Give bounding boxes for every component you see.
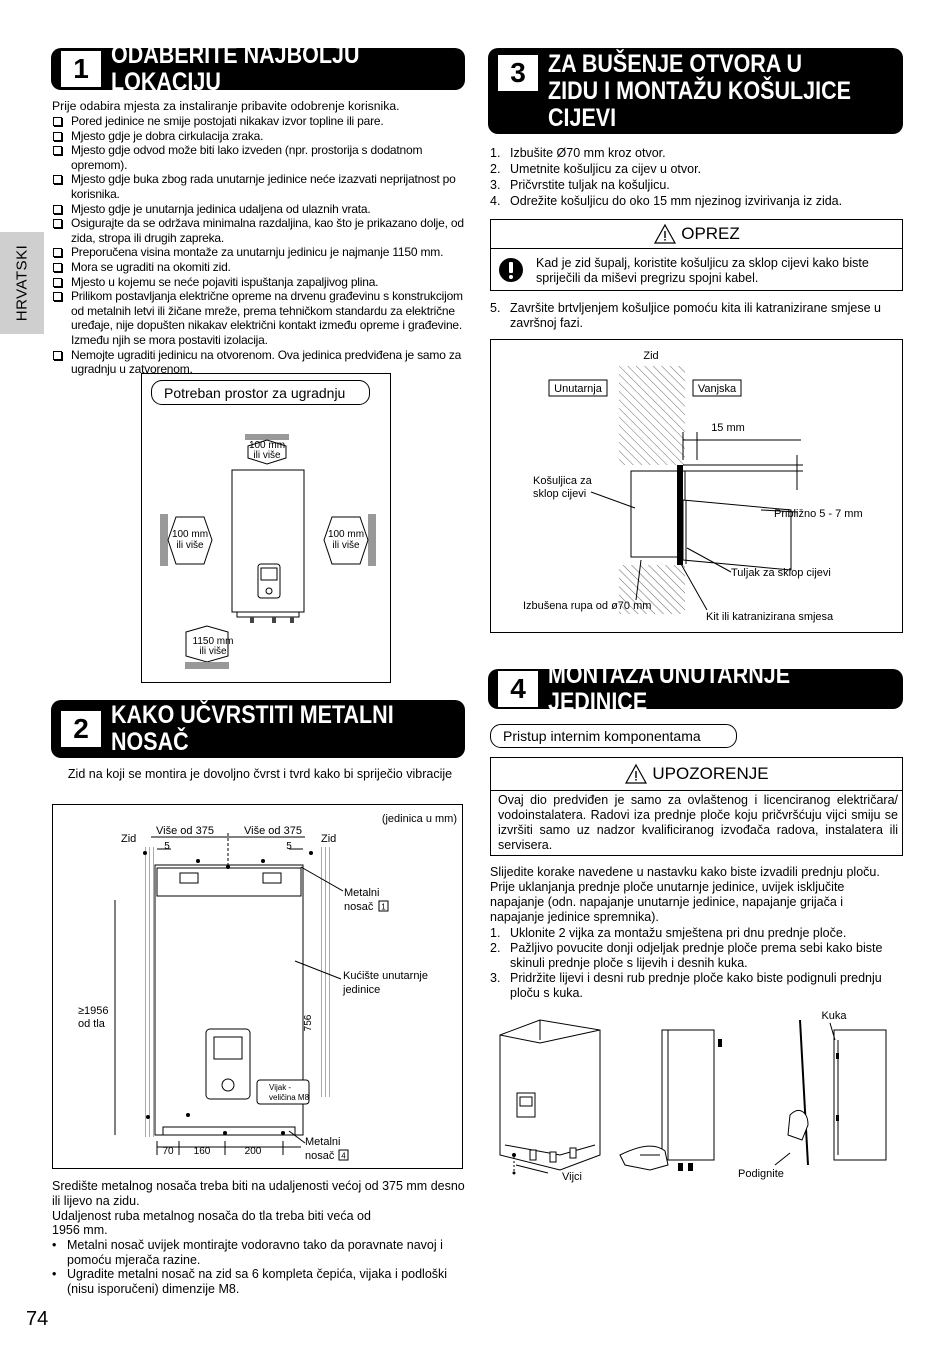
screws-label: Vijci [562, 1171, 582, 1183]
section-2-bullet-2: • Ugradite metalni nosač na zid sa 6 kompleta čepića, vijaka i podloški (nisu isporučeni) dimenzije M8. [52, 1267, 448, 1296]
warning-box [490, 757, 903, 856]
step-item: 1. Izbušite Ø70 mm kroz otvor. [490, 146, 666, 160]
section-4-number: 4 [498, 671, 538, 707]
step-item: 3. Pričvrstite tuljak na košuljicu. [490, 178, 670, 192]
section-3-steps [490, 145, 900, 209]
section-2-number: 2 [61, 711, 101, 747]
cap-label: Tuljak za sklop cijevi [731, 567, 831, 579]
checklist-item: Mjesto gdje je dobra cirkulacija zraka. [52, 129, 466, 144]
section-3-header [488, 48, 903, 134]
wall-left-label: Zid [121, 833, 137, 845]
top-clearance-2: ili više [253, 450, 281, 461]
checklist-item: Osigurajte da se održava minimalna razdaljina, kao što je prikazano dolje, od zida, stropa ili drugih zapreka. [52, 216, 466, 245]
bracket-bottom-num: 4 [341, 1151, 346, 1161]
clearance-diagram [142, 374, 390, 682]
screw-label-1: Vijak - [269, 1083, 292, 1092]
hook-label: Kuka [821, 1010, 847, 1022]
warning-header [491, 758, 902, 791]
height-dimension-label: 756 [303, 1014, 314, 1032]
checklist-item: Mjesto u kojemu se neće pojaviti ispuštanja zapaljivog plina. [52, 275, 466, 290]
left-clearance-1: 100 mm [171, 529, 209, 540]
bracket-bottom-label-2: nosač [305, 1150, 335, 1162]
bottom-clearance-1: 1150 mm [192, 636, 234, 647]
checklist-item: Prilikom postavljanja električne opreme na drvenu građevinu s konstrukcijom od metalnih letvi ili žičane mreže, prema tehničkom standardu za električne uređaje, nije dopušten nikakav električni kontakt između opreme i građevine. Između njih se mora postaviti izolacija. [52, 289, 466, 347]
warning-text: Ovaj dio predviđen je samo za ovlaštenog i licenciranog električara/ vodoinstalatera. Radovi iza prednje ploče koju pričvršćuju vijci smiju se izvršiti samo uz nadzor kvalificiranog izvođača radova, instalatera ili servisera. [498, 793, 898, 852]
section-4-header [488, 661, 903, 716]
top-clearance-1: 100 mm [248, 440, 286, 451]
wall-label: Zid [643, 350, 659, 362]
section-3-step-5 [490, 301, 900, 331]
section-2-para-2a: Udaljenost ruba metalnog nosača do tla treba biti veća od [52, 1209, 371, 1223]
clearance-figure-title: Potreban prostor za ugradnju [151, 380, 370, 405]
step-item: 1. Uklonite 2 vijka za montažu smještena pri dnu prednje ploče. [490, 926, 847, 940]
floor-distance-label-2: od tla [78, 1018, 105, 1030]
outside-label: Vanjska [697, 383, 737, 395]
exclamation-icon [498, 257, 524, 283]
dim-200-label: 200 [244, 1146, 262, 1157]
bracket-bottom-label-1: Metalni [305, 1136, 341, 1148]
section-2-subtitle: Zid na koji se montira je dovoljno čvrst i tvrd kako bi spriječio vibracije [67, 767, 453, 781]
step-item: 2. Pažljivo povucite donji odjeljak prednje ploče prema sebi kako biste skinuli prednje ploče s lijevih i desnih kuka. [490, 941, 883, 970]
bullet-text: Ugradite metalni nosač na zid sa 6 kompleta čepića, vijaka i podloški (nisu isporučeni) dimenzije M8. [67, 1267, 448, 1296]
section-1-header [51, 41, 465, 96]
step-item: 4. Odrežite košuljicu do oko 15 mm njezinog izvirivanja iz zida. [490, 194, 843, 208]
checklist-item: Mjesto gdje je unutarnja jedinica udaljena od ulaznih vrata. [52, 202, 466, 217]
caution-box [490, 219, 903, 291]
sleeve-label-1: Košuljica za [533, 475, 592, 487]
right-clearance-1: 100 mm [327, 529, 365, 540]
putty-label: Kit ili katranizirana smjesa [706, 611, 834, 623]
language-tab [0, 232, 44, 334]
distance-right-label: Više od 375 [244, 825, 302, 837]
dim-15mm-label: 15 mm [711, 422, 745, 434]
unit-note: (jedinica u mm) [381, 813, 457, 825]
inside-label: Unutarnja [554, 383, 602, 395]
hole-label: Izbušena rupa od ø70 mm [523, 600, 652, 612]
step-item: 2. Umetnite košuljicu za cijev u otvor. [490, 162, 702, 176]
dim-160-label: 160 [193, 1146, 211, 1157]
checklist-item: Nemojte ugraditi jedinicu na otvorenom. Ova jedinica predviđena je samo za ugradnju u zatvorenom. [52, 348, 466, 377]
bullet-text: Metalni nosač uvijek montirajte vodoravno tako da poravnate navoj i pomoću mjerača razine. [67, 1238, 443, 1267]
bracket-diagram [53, 805, 462, 1168]
distance-left-label: Više od 375 [156, 825, 214, 837]
checklist-item: Pored jedinice ne smije postojati nikakav izvor topline ili pare. [52, 114, 466, 129]
lift-label: Podignite [738, 1168, 784, 1180]
warning-triangle-icon [624, 763, 648, 785]
section-2-header [51, 700, 465, 758]
language-tab-label: HRVATSKI [13, 244, 31, 322]
checklist-item: Mjesto gdje buka zbog rada unutarnje jedinice neće izazvati neprijatnost po korisnika. [52, 172, 466, 201]
section-3-title: ZA BUŠENJE OTVORA U ZIDU I MONTAŽU KOŠULJICE CIJEVI [548, 49, 851, 132]
section-4-title: MONTAŽA UNUTARNJE JEDINICE [548, 661, 791, 716]
caution-title: OPREZ [681, 224, 740, 243]
section-1-title: ODABERITE NAJBOLJU LOKACIJU [111, 41, 360, 96]
checklist-item: Mora se ugraditi na okomiti zid. [52, 260, 466, 275]
panel-removal-figure [490, 1005, 910, 1185]
bracket-top-label-1: Metalni [344, 887, 380, 899]
offset-right-label: 5 [286, 841, 292, 852]
floor-distance-label-1: ≥1956 [78, 1005, 109, 1017]
section-2-title: KAKO UČVRSTITI METALNI NOSAČ [111, 701, 394, 756]
sleeve-label-2: sklop cijevi [533, 488, 587, 500]
step-5-text: Završite brtvljenjem košuljice pomoću kita ili katranizirane smjese u završnoj fazi. [510, 301, 881, 330]
housing-label-1: Kućište unutarnje [343, 970, 428, 982]
dim-70-label: 70 [162, 1146, 174, 1157]
sleeve-figure [490, 339, 903, 633]
section-2-para-1: Središte metalnog nosača treba biti na udaljenosti većoj od 375 mm desno ili lijevo na zidu. [52, 1179, 465, 1208]
section-4-intro: Slijedite korake navedene u nastavku kako biste izvadili prednju ploču. Prije uklanjanja prednje ploče unutarnje jedinice, uvijek isključite napajanje (odn. napajanje unutarnje jedinice, napajanje grijača i napajanje jedinice spremnika). [490, 865, 880, 924]
warning-triangle-icon [653, 223, 677, 245]
left-clearance-2: ili više [176, 540, 204, 551]
step-5-number: 5. [490, 301, 501, 315]
section-4-steps [490, 926, 900, 1001]
checklist-item: Preporučena visina montaže za unutarnju jedinicu je najmanje 1150 mm. [52, 245, 466, 260]
sleeve-diagram [491, 340, 902, 632]
housing-label-2: jedinice [343, 984, 381, 996]
right-clearance-2: ili više [332, 540, 360, 551]
section-1-number: 1 [61, 51, 101, 87]
checklist-item: Mjesto gdje odvod može biti lako izveden (npr. prostorija s dodatnom opremom). [52, 143, 466, 172]
screw-label-2: veličina M8 [269, 1093, 310, 1102]
gap-label: Približno 5 - 7 mm [774, 508, 863, 520]
offset-left-label: 5 [164, 841, 170, 852]
bracket-figure [52, 804, 463, 1169]
bracket-top-num: 1 [381, 902, 386, 912]
section-2-bullet-1: • Metalni nosač uvijek montirajte vodoravno tako da poravnate navoj i pomoću mjerača razine. [52, 1238, 443, 1267]
section-1-intro: Prije odabira mjesta za instaliranje pribavite odobrenje korisnika. [52, 99, 400, 113]
section-3-number: 3 [498, 55, 538, 91]
step-item: 3. Pridržite lijevi i desni rub prednje ploče kako biste podignuli prednju ploču s kuka. [490, 971, 882, 1000]
warning-title: UPOZORENJE [652, 764, 769, 783]
page-number: 74 [26, 1308, 49, 1330]
caution-header [491, 220, 902, 249]
section-1-checklist [52, 114, 466, 377]
clearance-figure [141, 373, 391, 683]
wall-right-label: Zid [321, 833, 337, 845]
section-4-pill: Pristup internim komponentama [490, 724, 737, 748]
bottom-clearance-2: ili više [199, 646, 227, 657]
caution-text: Kad je zid šupalj, koristite košuljicu za sklop cijevi kako biste spriječili da miševi pregrizu spojni kabel. [536, 256, 869, 285]
bracket-top-label-2: nosač [344, 901, 374, 913]
section-2-para-2b: 1956 mm. [52, 1223, 108, 1237]
